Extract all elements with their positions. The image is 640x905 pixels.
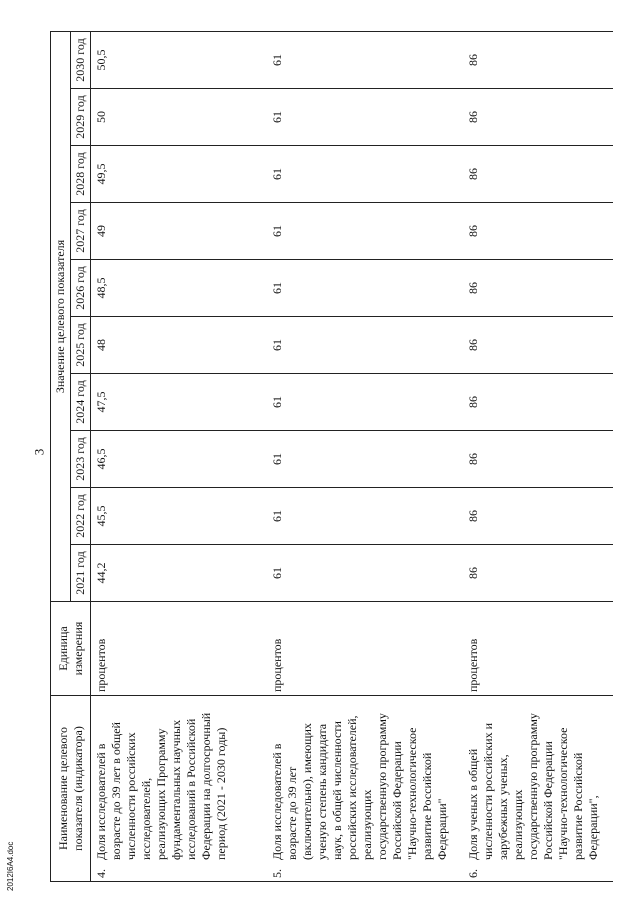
header-year: 2023 год	[71, 431, 91, 488]
header-name: Наименование целевого показателя (индикатора)	[51, 696, 91, 882]
value-cell: 86	[463, 32, 613, 89]
value-cell: 45,5	[91, 488, 267, 545]
header-group: Значение целевого показателя	[51, 32, 71, 602]
row-index: 6.	[465, 869, 480, 878]
header-year: 2029 год	[71, 89, 91, 146]
value-cell: 86	[463, 431, 613, 488]
value-cell: 46,5	[91, 431, 267, 488]
rotated-table-container	[50, 32, 640, 882]
page-number: 3	[31, 448, 47, 456]
value-cell: 44,2	[91, 545, 267, 602]
value-cell: 86	[463, 374, 613, 431]
header-year: 2026 год	[71, 260, 91, 317]
value-cell: 61	[267, 488, 463, 545]
value-cell: 49	[91, 203, 267, 260]
header-year: 2025 год	[71, 317, 91, 374]
indicator-name: Доля исследователей в возрасте до 39 лет (включительно), имеющих ученую степень кандидата наук, в общей численности российских исследователей, реализующих государственную программу Российской Федерации "Научно-технологическое развитие Российской Федерации"	[269, 713, 449, 860]
table-body	[91, 32, 613, 882]
header-year: 2027 год	[71, 203, 91, 260]
value-cell: 86	[463, 146, 613, 203]
table-row	[267, 32, 463, 882]
value-cell: 86	[463, 203, 613, 260]
header-unit: Единица измерения	[51, 602, 91, 696]
indicator-name: Доля исследователей в возрасте до 39 лет в общей численности российских исследователей, реализующих Программу фундаментальных научных исследований в Российской Федерации на долгосрочный период (2021 - 2030 годы)	[94, 712, 228, 860]
value-cell: 86	[463, 545, 613, 602]
indicator-name-cell	[463, 696, 613, 882]
header-year: 2024 год	[71, 374, 91, 431]
value-cell: 61	[267, 374, 463, 431]
row-index: 5.	[269, 869, 284, 878]
value-cell: 61	[267, 431, 463, 488]
unit-cell: процентов	[91, 602, 267, 696]
value-cell: 61	[267, 260, 463, 317]
indicator-name-cell	[91, 696, 267, 882]
value-cell: 50,5	[91, 32, 267, 89]
header-year: 2030 год	[71, 32, 91, 89]
value-cell: 61	[267, 146, 463, 203]
value-cell: 86	[463, 488, 613, 545]
value-cell: 61	[267, 32, 463, 89]
header-year: 2022 год	[71, 488, 91, 545]
indicator-name-cell	[267, 696, 463, 882]
header-year: 2028 год	[71, 146, 91, 203]
file-footer: 2012I6A4.doc	[6, 841, 15, 891]
value-cell: 47,5	[91, 374, 267, 431]
value-cell: 61	[267, 317, 463, 374]
value-cell: 61	[267, 545, 463, 602]
table-row	[91, 32, 267, 882]
value-cell: 86	[463, 89, 613, 146]
table-row	[463, 32, 613, 882]
value-cell: 86	[463, 317, 613, 374]
value-cell: 50	[91, 89, 267, 146]
value-cell: 48	[91, 317, 267, 374]
indicator-name: Доля ученых в общей численности российских и зарубежных ученых, реализующих государственную программу Российской Федерации "Научно-технологическое развитие Российской Федерации",	[465, 713, 600, 860]
value-cell: 61	[267, 203, 463, 260]
indicator-table	[50, 31, 613, 882]
value-cell: 49,5	[91, 146, 267, 203]
value-cell: 61	[267, 89, 463, 146]
value-cell: 48,5	[91, 260, 267, 317]
header-year: 2021 год	[71, 545, 91, 602]
unit-cell: процентов	[463, 602, 613, 696]
row-index: 4.	[94, 869, 108, 878]
value-cell: 86	[463, 260, 613, 317]
unit-cell: процентов	[267, 602, 463, 696]
